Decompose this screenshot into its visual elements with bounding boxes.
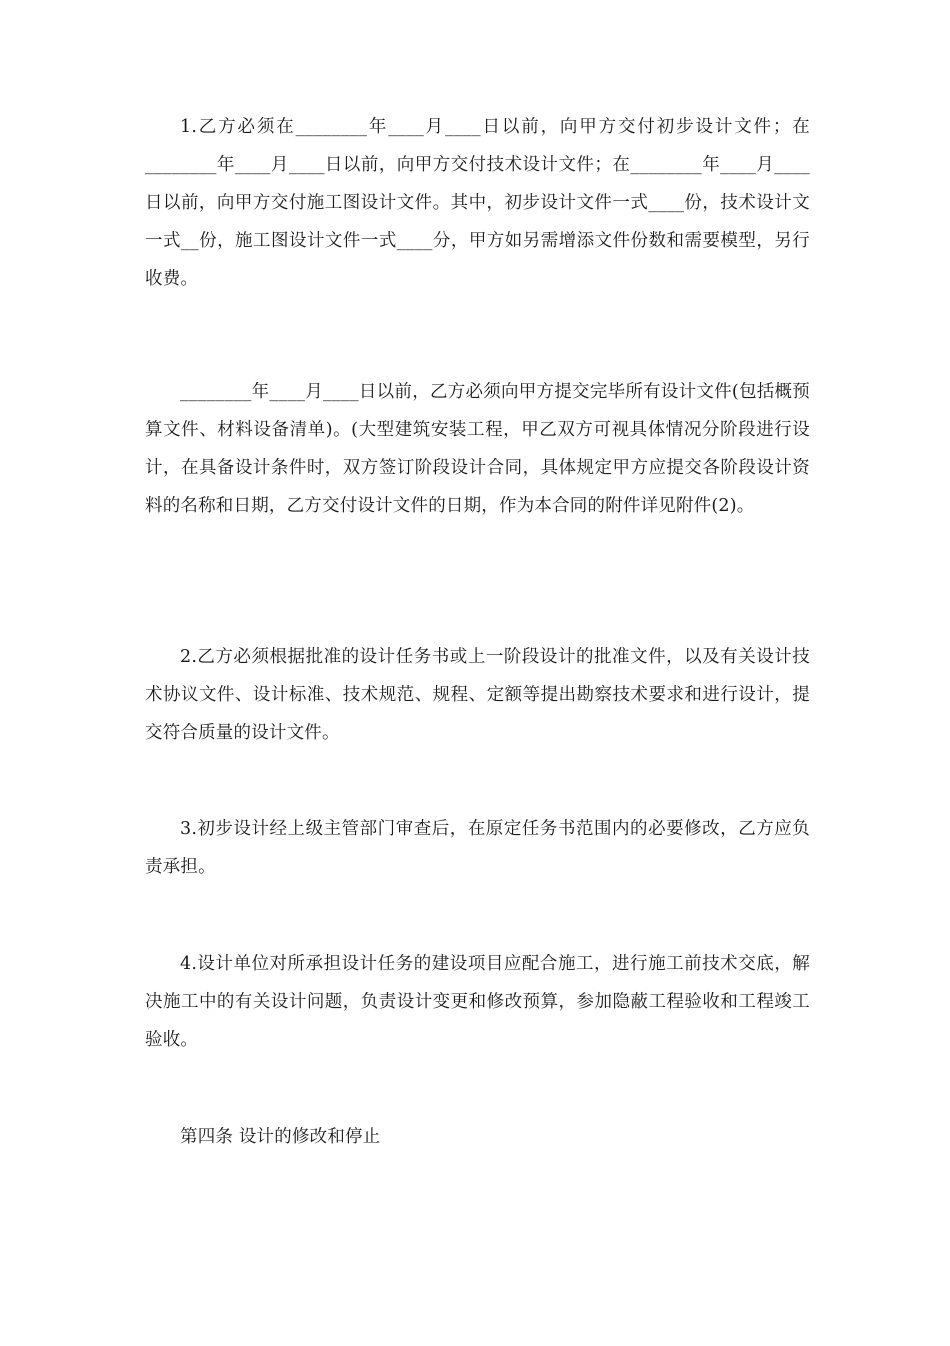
- paragraph-preliminary-review: 3.初步设计经上级主管部门审查后，在原定任务书范围内的必要修改，乙方应负责承担。: [145, 819, 810, 877]
- paragraph-final-submission: ________年____月____日以前，乙方必须向甲方提交完毕所有设计文件(包括概预算文件、材料设备清单)。(大型建筑安装工程，甲乙双方可视具体情况分阶段进行设计，在具备设计条件时，双方签订阶段设计合同，具体规定甲方应提交各阶段设计资料的名称和日期，乙方交付设计文件的日期，作为本合同的附件详见附件(2)。: [145, 382, 810, 516]
- paragraph-construction-support: 4.设计单位对所承担设计任务的建设项目应配合施工，进行施工前技术交底，解决施工中的有关设计问题，负责设计变更和修改预算，参加隐蔽工程验收和工程竣工验收。: [145, 954, 810, 1050]
- section-heading-article-4: 第四条 设计的修改和停止: [180, 1127, 381, 1147]
- paragraph-delivery-schedule: 1.乙方必须在________年____月____日以前，向甲方交付初步设计文件；在________年____月____日以前，向甲方交付技术设计文件；在________年____月____日以前，向甲方交付施工图设计文件。其中，初步设计文件一式____份，技术设计文一式__份，施工图设计文件一式____分，甲方如另需增添文件份数和需要模型，另行收费。: [145, 117, 810, 289]
- paragraph-design-basis: 2.乙方必须根据批准的设计任务书或上一阶段设计的批准文件，以及有关设计技术协议文件、设计标准、技术规范、规程、定额等提出勘察技术要求和进行设计，提交符合质量的设计文件。: [145, 647, 810, 743]
